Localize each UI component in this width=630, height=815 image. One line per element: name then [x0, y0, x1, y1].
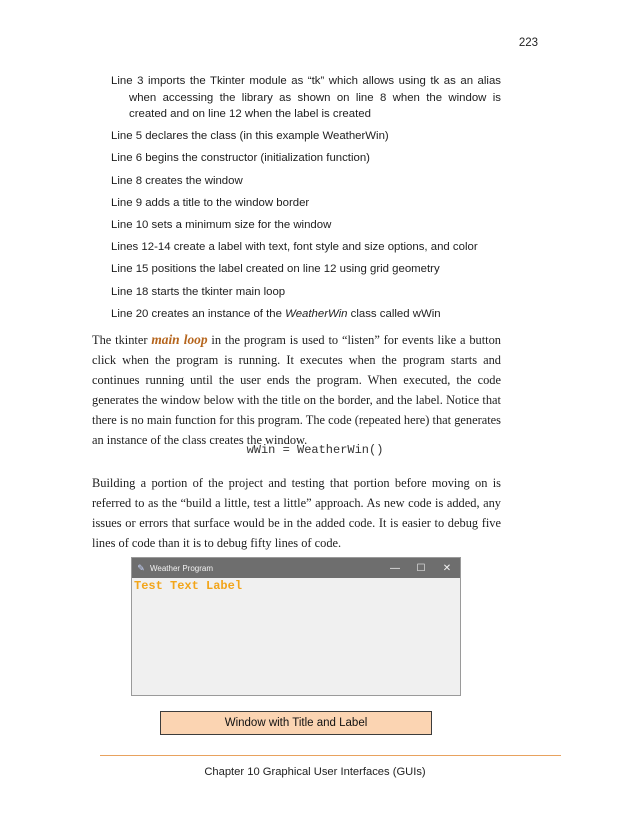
line-note-text: class called wWin	[347, 307, 441, 320]
line-note: Lines 12-14 create a label with text, font style and size options, and color	[111, 241, 478, 254]
page-number: 223	[518, 37, 538, 49]
minimize-icon[interactable]: —	[390, 562, 400, 574]
line-note: Line 10 sets a minimum size for the window	[111, 218, 332, 231]
line-note: Line 3 imports the Tkinter module as “tk” which allows using tk as an alias when accessing the library as shown on line 8 when the window is created and on line 12 when the label is created	[111, 75, 501, 120]
figure-caption: Window with Title and Label	[160, 711, 432, 735]
main-loop-keyword: main loop	[151, 332, 208, 347]
feather-icon: ✎	[137, 562, 145, 573]
line-notes-list	[111, 73, 501, 328]
build-test-paragraph: Building a portion of the project and testing that portion before moving on is referred to as the “build a little, test a little” approach. As new code is added, any issues or errors that surface would be in the added code. It is easier to debug five lines of code than it is to debug fifty lines of code.	[92, 476, 501, 550]
maximize-icon[interactable]: ☐	[416, 562, 426, 574]
line-note-last	[111, 306, 501, 323]
tk-window-screenshot	[131, 557, 461, 696]
line-note: Line 15 positions the label created on line 12 using grid geometry	[111, 263, 440, 276]
footer-divider	[100, 755, 561, 756]
line-note: Line 9 adds a title to the window border	[111, 196, 310, 209]
chapter-footer: Chapter 10 Graphical User Interfaces (GUIs)	[204, 766, 426, 778]
line-note: Line 6 begins the constructor (initialization function)	[111, 152, 370, 165]
close-icon[interactable]: ✕	[442, 562, 452, 574]
line-note: Line 5 declares the class (in this example WeatherWin)	[111, 130, 389, 143]
paragraph-text: The tkinter	[92, 333, 152, 347]
code-line: wWin = WeatherWin()	[246, 443, 384, 457]
window-title: Weather Program	[150, 563, 213, 573]
main-loop-paragraph	[92, 330, 501, 450]
paragraph-text: in the program is used to “listen” for events like a button click when the program is running. It executes when the program starts and continues running until the user ends the program. When executed, the code generates the window below with the title on the border, and the label. Notice that there is no main function for this program. The code (repeated here) that generates an instance of the class creates the window.	[92, 333, 501, 447]
line-note-text: Line 20 creates an instance of the	[111, 307, 286, 320]
line-note: Line 18 starts the tkinter main loop	[111, 285, 286, 298]
window-titlebar	[132, 558, 460, 578]
test-text-label: Test Text Label	[134, 579, 243, 593]
class-name: WeatherWin	[285, 307, 348, 320]
line-note: Line 8 creates the window	[111, 174, 243, 187]
